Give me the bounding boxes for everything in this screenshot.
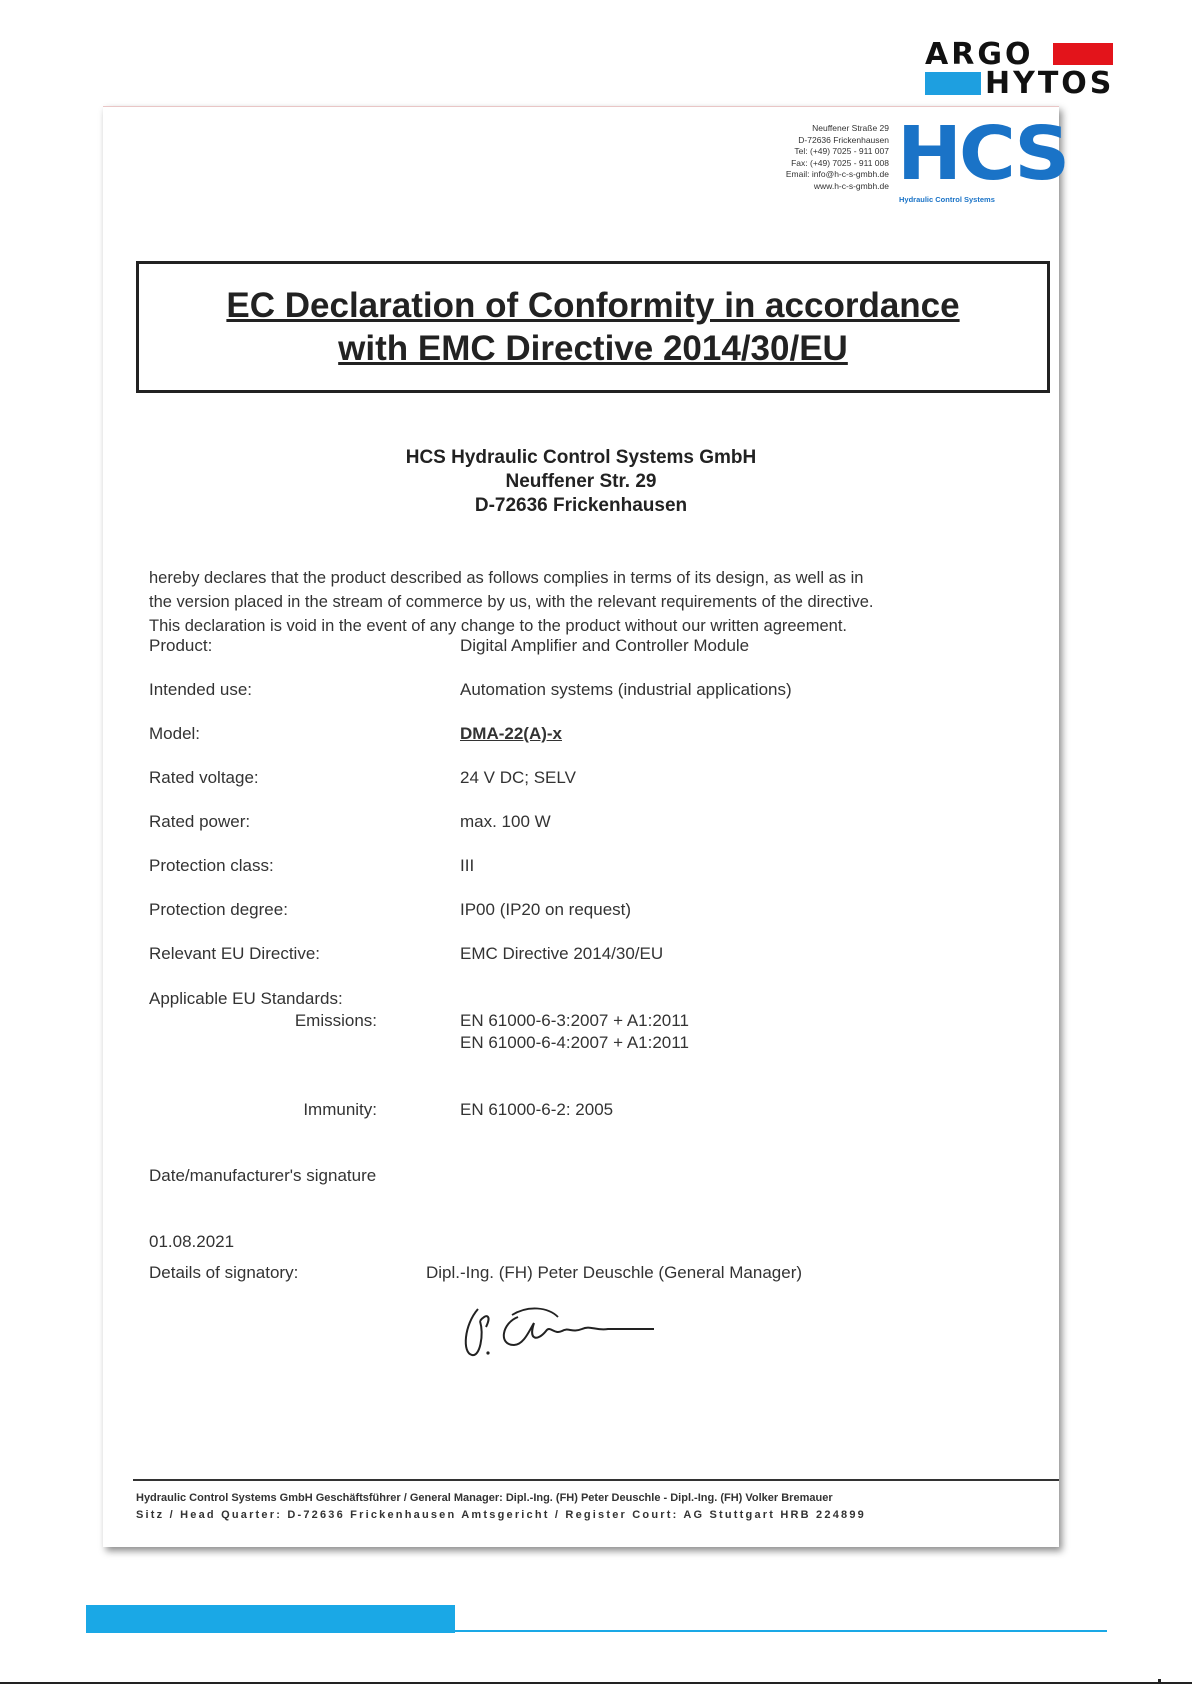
logo-word-hytos: HYTOS <box>985 66 1115 101</box>
field-value-protection-degree: IP00 (IP20 on request) <box>460 900 632 919</box>
immunity-value: EN 61000-6-2: 2005 <box>460 1100 614 1119</box>
footer-accent-bar <box>86 1605 455 1633</box>
field-value-rated-power: max. 100 W <box>460 812 551 831</box>
standards-label: Applicable EU Standards: <box>149 989 343 1008</box>
hcs-logo <box>897 111 1068 207</box>
address-line: www.h-c-s-gmbh.de <box>813 180 889 191</box>
company-block <box>103 446 1059 518</box>
paragraph-line: This declaration is void in the event of any change to the product without our written agreement. <box>149 617 847 635</box>
emissions-label: Emissions: <box>294 1011 377 1030</box>
certificate-footer-line1: Hydraulic Control Systems GmbH Geschäftsführer / General Manager: Dipl.-Ing. (FH) Peter Deuschle - Dipl.-Ing. (FH) Volker Bremauer <box>136 1492 833 1504</box>
field-label-rated-voltage: Rated voltage: <box>149 768 259 787</box>
logo-word-argo: ARGO <box>925 37 1034 72</box>
logo-blue-bar <box>925 72 981 95</box>
signature-label: Date/manufacturer's signature <box>149 1166 377 1185</box>
certificate-footer-line2: Sitz / Head Quarter: D-72636 Frickenhausen Amtsgericht / Register Court: AG Stuttgart HRB 224899 <box>136 1509 866 1521</box>
field-value-intended-use: Automation systems (industrial applications) <box>460 680 792 699</box>
company-city: D-72636 Frickenhausen <box>474 495 688 516</box>
company-name: HCS Hydraulic Control Systems GmbH <box>405 447 757 468</box>
address-line: Email: info@h-c-s-gmbh.de <box>785 169 889 179</box>
address-line: Fax: (+49) 7025 - 911 008 <box>791 157 889 168</box>
page-bottom-tick <box>1158 1679 1161 1683</box>
address-line: D-72636 Frickenhausen <box>798 134 889 145</box>
field-value-rated-voltage: 24 V DC; SELV <box>460 768 576 787</box>
declaration-title-box <box>136 261 1050 393</box>
address-line: Tel: (+49) 7025 - 911 007 <box>794 146 889 156</box>
field-value-eu-directive: EMC Directive 2014/30/EU <box>460 944 664 963</box>
field-label-eu-directive: Relevant EU Directive: <box>149 944 321 963</box>
company-street: Neuffener Str. 29 <box>505 471 657 492</box>
field-label-rated-power: Rated power: <box>149 812 251 831</box>
certificate-footer-divider <box>133 1479 1059 1481</box>
field-value-model: DMA-22(A)-x <box>460 724 562 743</box>
declaration-title-line2: with EMC Directive 2014/30/EU <box>338 329 848 368</box>
logo-red-bar <box>1053 43 1113 65</box>
field-label-model: Model: <box>149 724 201 743</box>
handwritten-signature <box>458 1295 658 1367</box>
field-label-protection-degree: Protection degree: <box>149 900 288 919</box>
signatory-value: Dipl.-Ing. (FH) Peter Deuschle (General Manager) <box>426 1263 803 1282</box>
field-label-protection-class: Protection class: <box>149 856 274 875</box>
emissions-value-2: EN 61000-6-4:2007 + A1:2011 <box>460 1033 689 1052</box>
declaration-paragraph <box>149 566 1039 638</box>
field-label-intended-use: Intended use: <box>149 680 253 699</box>
field-label-product: Product: <box>149 636 213 655</box>
hcs-logo-letters: HCS <box>897 111 1068 197</box>
emissions-value-1: EN 61000-6-3:2007 + A1:2011 <box>460 1011 689 1030</box>
immunity-label: Immunity: <box>303 1100 377 1119</box>
certificate-sheet <box>103 106 1068 1547</box>
declaration-title-line1: EC Declaration of Conformity in accordance <box>226 286 960 325</box>
page-bottom-rule <box>0 1682 1192 1684</box>
paragraph-line: the version placed in the stream of commerce by us, with the relevant requirements of the directive. <box>149 593 874 611</box>
hcs-logo-tagline: Hydraulic Control Systems <box>899 195 995 204</box>
argo-hytos-logo <box>925 37 1115 101</box>
field-value-protection-class: III <box>460 856 475 875</box>
hcs-address-block <box>786 123 889 192</box>
address-line: Neuffener Straße 29 <box>812 123 889 133</box>
signature-date: 01.08.2021 <box>149 1232 235 1251</box>
paragraph-line: hereby declares that the product described as follows complies in terms of its design, as well as in <box>149 569 864 587</box>
field-value-product: Digital Amplifier and Controller Module <box>460 636 750 655</box>
footer-accent-line <box>455 1630 1107 1632</box>
signatory-label: Details of signatory: <box>149 1263 299 1282</box>
